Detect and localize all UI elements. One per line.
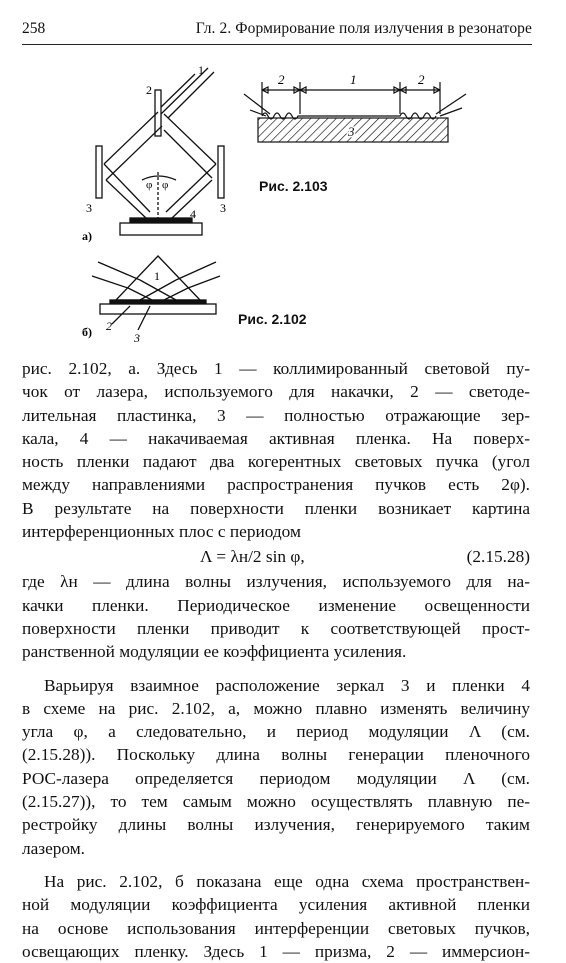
text-line: ной модуляции коэффициента усиления активной пленки: [22, 895, 530, 915]
fig102a-label-3-left: 3: [86, 201, 92, 215]
header-rule: [22, 44, 532, 45]
fig102b-part-label: б): [82, 325, 92, 339]
fig102a-part-label: а): [82, 229, 92, 243]
fig-2-102-caption: Рис. 2.102: [238, 311, 307, 327]
equation-2-15-28: [22, 543, 530, 570]
text-line: поверхности пленки приводит к соответствующей прост-: [22, 618, 530, 638]
text-line: на основе использования интерференции световых пучков,: [22, 918, 530, 938]
text-line: чок от лазера, используемого для накачки, 2 — светоде-: [22, 382, 530, 402]
text-line: лительная пластинка, 3 — полностью отражающие зер-: [22, 405, 530, 425]
fig-2-103-caption: Рис. 2.103: [259, 178, 328, 194]
text-line: На рис. 2.102, б показана еще одна схема пространствен-: [44, 871, 530, 891]
figure-2-102a: [80, 60, 230, 248]
text-line: (2.15.27)), то тем самым можно осуществлять плавную пе-: [22, 792, 530, 812]
fig103-label-1: 1: [350, 72, 357, 87]
equation-number: (2.15.28): [466, 547, 530, 567]
text-line: между направлениями распространения пучков есть 2φ).: [22, 475, 530, 495]
fig102a-label-3-right: 3: [220, 201, 226, 215]
text-line: качки пленки. Периодическое изменение освещенности: [22, 595, 530, 615]
fig102a-label-4: 4: [190, 207, 196, 221]
text-line: рестройку длины волны излучения, генерируемого таким: [22, 815, 530, 835]
text-line: РОС-лазера определяется периодом модуляции Λ (см.: [22, 768, 530, 788]
fig102a-angle-right: φ: [162, 179, 169, 191]
text-line: где λн — длина волны излучения, используемого для на-: [22, 572, 530, 592]
fig102a-angle-left: φ: [146, 179, 153, 191]
figure-2-102b: [80, 250, 230, 348]
text-line: угла φ, а следовательно, и период модуляции Λ (см.: [22, 722, 530, 742]
fig102a-label-2: 2: [146, 83, 152, 97]
text-line: освещающих пленку. Здесь 1 — призма, 2 — иммерсион-: [22, 941, 530, 961]
fig102b-label-2: 2: [106, 319, 112, 333]
fig103-label-2-right: 2: [418, 72, 425, 87]
fig102b-label-1: 1: [154, 269, 160, 283]
text-line: ность пленки падают два когерентных световых пучка (угол: [22, 452, 530, 472]
fig102a-label-1: 1: [198, 63, 204, 77]
text-line: ранственной модуляции ее коэффициента усиления.: [22, 642, 407, 662]
text-line: в схеме на рис. 2.102, а, можно плавно изменять величину: [22, 698, 530, 718]
text-line: (2.15.28)). Поскольку длина волны генерации пленочного: [22, 745, 530, 765]
page-number: 258: [22, 20, 46, 37]
text-line: В результате на поверхности пленки возникает картина: [22, 498, 530, 518]
equation-body: Λ = λн/2 sin φ,: [200, 547, 305, 567]
text-line: Варьируя взаимное расположение зеркал 3 и пленки 4: [44, 675, 530, 695]
fig102b-label-3: 3: [134, 331, 140, 345]
figure-2-103: [240, 70, 490, 160]
text-line: лазером.: [22, 838, 85, 858]
text-line: интерференционных плос с периодом: [22, 522, 301, 542]
running-header: [22, 14, 532, 40]
text-line: кала, 4 — накачиваемая активная пленка. На поверх-: [22, 428, 530, 448]
fig103-label-2-left: 2: [278, 72, 285, 87]
body-text: [22, 357, 530, 963]
fig103-label-3: 3: [348, 124, 355, 139]
chapter-title: Гл. 2. Формирование поля излучения в резонаторе: [195, 20, 532, 37]
text-line: рис. 2.102, а. Здесь 1 — коллимированный световой пу-: [22, 359, 530, 378]
